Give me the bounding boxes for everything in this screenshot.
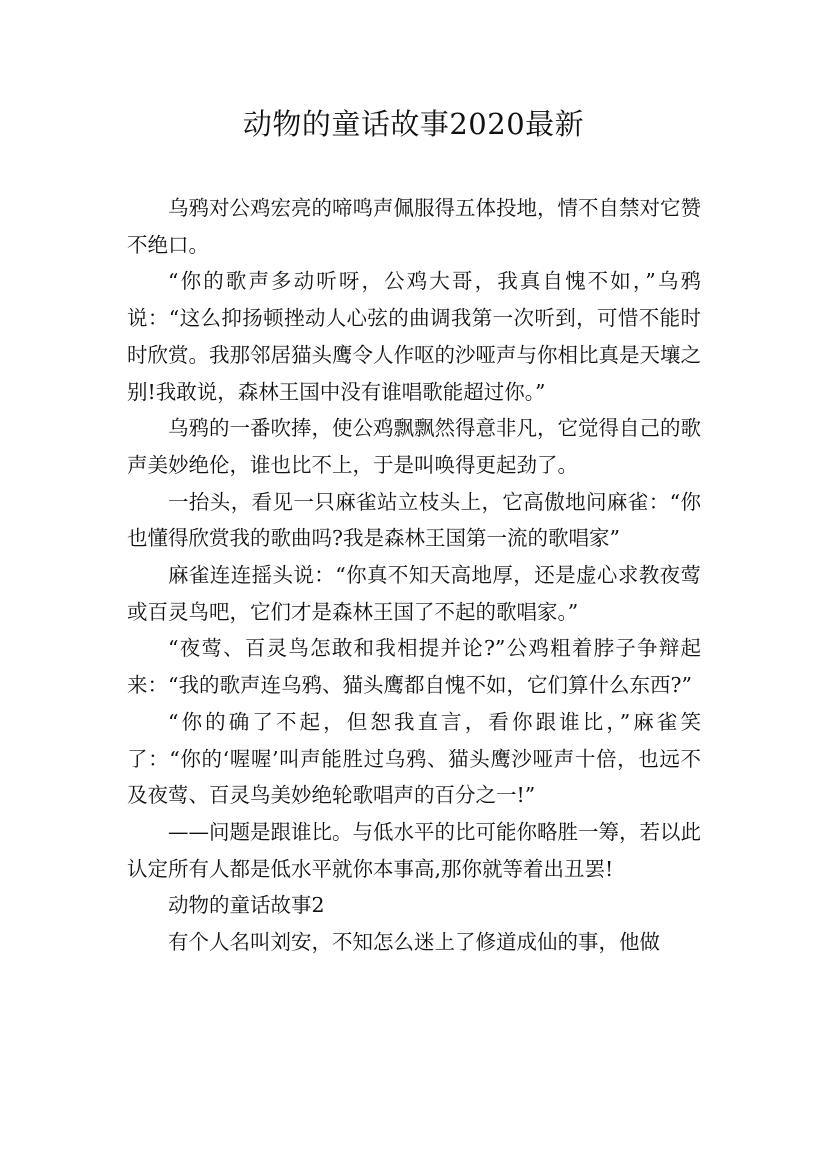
paragraph: “你的歌声多动听呀，公鸡大哥，我真自愧不如，”乌鸦说：“这么抑扬顿挫动人心弦的曲调我第一次听到，可惜不能时时欣赏。我那邻居猫头鹰令人作呕的沙哑声与你相比真是天壤之别!我敢说，森林王国中没有谁唱歌能超过你。” xyxy=(127,269,701,404)
document-title: 动物的童话故事2020最新 xyxy=(242,107,585,141)
paragraph: 乌鸦的一番吹捧，使公鸡飘飘然得意非凡，它觉得自己的歌声美妙绝伦，谁也比不上，于是叫唤得更起劲了。 xyxy=(127,416,701,477)
document-body xyxy=(127,190,701,961)
paragraph: 乌鸦对公鸡宏亮的啼鸣声佩服得五体投地，情不自禁对它赞不绝口。 xyxy=(127,196,701,257)
paragraph: “你的确了不起，但恕我直言，看你跟谁比，”麻雀笑了：“你的‘喔喔’叫声能胜过乌鸦、猫头鹰沙哑声十倍，也远不及夜莺、百灵鸟美妙绝轮歌唱声的百分之一!” xyxy=(127,709,701,808)
paragraph: 麻雀连连摇头说：“你真不知天高地厚，还是虚心求教夜莺或百灵鸟吧，它们才是森林王国了不起的歌唱家。” xyxy=(127,563,701,624)
section-heading: 动物的童话故事2 xyxy=(168,893,325,918)
paragraph: 有个人名叫刘安，不知怎么迷上了修道成仙的事，他做 xyxy=(168,930,660,955)
paragraph: “夜莺、百灵鸟怎敢和我相提并论?”公鸡粗着脖子争辩起来：“我的歌声连乌鸦、猫头鹰都自愧不如，它们算什么东西?” xyxy=(127,636,701,698)
paragraph: ——问题是跟谁比。与低水平的比可能你略胜一筹，若以此认定所有人都是低水平就你本事高,那你就等着出丑罢! xyxy=(127,819,701,881)
paragraph: 一抬头，看见一只麻雀站立枝头上，它高傲地问麻雀：“你也懂得欣赏我的歌曲吗?我是森林王国第一流的歌唱家” xyxy=(127,489,701,551)
